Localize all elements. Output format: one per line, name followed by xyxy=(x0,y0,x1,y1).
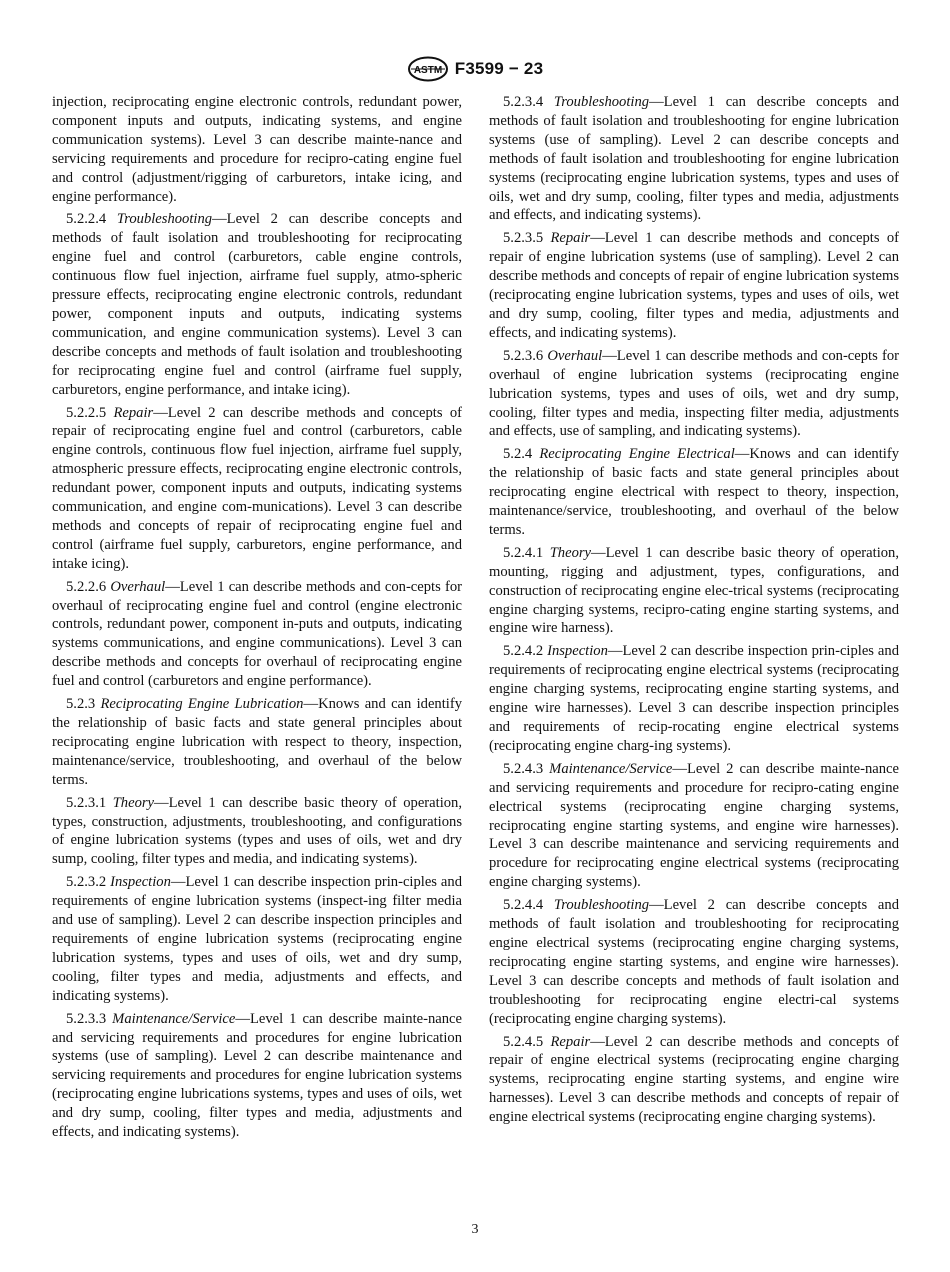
section-title: Overhaul xyxy=(547,347,603,364)
section-number: 5.2.2.5 xyxy=(66,404,107,421)
paragraph: 5.2.3.5 Repair—Level 1 can describe methods and concepts of repair of engine lubrication systems (use of sampling). Level 2 can describe methods and concepts of repair of engine lubrication systems (reciprocating engine lubrication systems, types and uses of oils, wet and dry sump, cooling, filter types and media, adjustments and effects, and indicating systems). xyxy=(489,230,900,341)
right-column xyxy=(489,93,899,1131)
paragraph: 5.2.3.3 Maintenance/Service—Level 1 can describe mainte-nance and servicing requirements and procedures for engine lubrication systems (use of sampling). Level 2 can describe maintenance and servicing requirements and procedures for engine lubrication systems (reciprocating engine lubrications systems, types and uses of oils, wet and dry sump, cooling, filter types and media, adjustments and effects, and indicating systems). xyxy=(52,1010,462,1141)
standard-designation: F3599 − 23 xyxy=(454,59,544,78)
paragraph: 5.2.3.1 Theory—Level 1 can describe basic theory of operation, types, construction, adjustments, troubleshooting, and configurations of engine lubrication systems (types and uses of oils, wet and dry sump, cooling, filter types and media, and indicating systems). xyxy=(52,794,462,868)
section-title: Reciprocating Engine Electrical xyxy=(539,446,735,463)
paragraph: 5.2.4.3 Maintenance/Service—Level 2 can describe mainte-nance and servicing requirements and procedure for recipro-cating engine electrical systems (reciprocating engine charging systems, reciprocating engine starting systems, and engine wire harnesses). Level 3 can describe maintenance and servicing requirements and procedure for reciprocating engine electrical systems (reciprocating engine charging systems). xyxy=(489,760,899,891)
section-number: 5.2.3.3 xyxy=(66,1010,107,1027)
section-number: 5.2.4 xyxy=(503,446,533,463)
section-number: 5.2.2.4 xyxy=(66,211,107,228)
logo-text: ASTM xyxy=(413,65,442,76)
page-header xyxy=(0,56,950,82)
section-number: 5.2.3.4 xyxy=(503,94,544,110)
astm-logo-icon xyxy=(407,56,449,82)
paragraph: 5.2.3.6 Overhaul—Level 1 can describe methods and con-cepts for overhaul of engine lubrication systems (reciprocating engine lubrication systems, types and uses of oils, wet and dry sump, cooling, filter types and media, inspecting filter media, adjustments and effects, use of sampling, and indicating systems). xyxy=(489,347,899,440)
paragraph: 5.2.4.1 Theory—Level 1 can describe basic theory of operation, mounting, rigging and adjustment, types, configurations, and construction of reciprocating engine elec-trical systems (reciprocating engine charging systems, recipro-cating engine starting systems, and engine wire harness). xyxy=(489,544,899,637)
section-number: 5.2.3.5 xyxy=(503,230,544,247)
section-title: Repair xyxy=(113,404,154,421)
section-number: 5.2.3 xyxy=(66,696,96,713)
section-number: 5.2.4.3 xyxy=(503,760,544,777)
section-number: 5.2.4.1 xyxy=(503,544,544,561)
paragraph: 5.2.4.4 Troubleshooting—Level 2 can describe concepts and methods of fault isolation and troubleshooting for reciprocating engine electrical systems (reciprocating engine charging systems, reciprocating engine starting systems, and engine wire harnesses). Level 3 can describe concepts and methods of fault isolation and troubleshooting for reciprocating engine electri-cal systems (reciprocating engine charging systems). xyxy=(489,897,899,1027)
section-number: 5.2.3.2 xyxy=(66,874,107,891)
paragraph: injection, reciprocating engine electronic controls, redundant power, component inputs and outputs, indicating systems, and engine communication systems). Level 3 can describe mainte-nance and servicing requirements and procedure for recipro-cating engine fuel and control (adjustment/rigging of carburetors, intake icing, and engine performance). xyxy=(52,94,462,205)
section-title: Maintenance/Service xyxy=(549,760,673,777)
section-title: Troubleshooting xyxy=(116,211,213,228)
paragraph: 5.2.2.6 Overhaul—Level 1 can describe methods and con-cepts for overhaul of reciprocating engine fuel and control (engine electronic controls, redundant power, component in-puts and outputs, indicating systems communications, and engine communications). Level 3 can describe methods and concepts for overhaul of reciprocating engine fuel and control (carburetors and engine performance). xyxy=(52,578,462,690)
section-title: Theory xyxy=(549,544,592,561)
section-title: Troubleshooting xyxy=(553,897,650,914)
section-title: Troubleshooting xyxy=(553,94,650,110)
paragraph: 5.2.2.5 Repair—Level 2 can describe methods and concepts of repair of reciprocating engine fuel and control (carburetors, cable engine controls, continuous flow fuel injection, airframe fuel supply, atmospheric pressure effects, reciprocating engine electronic controls, redundant power, component inputs and outputs, indicating systems communication, and engine com-munications). Level 3 can describe methods and concepts of repair of reciprocating engine fuel and control (airframe fuel supply, carburetors, engine performance, and intake icing). xyxy=(52,404,463,572)
section-title: Inspection xyxy=(110,874,171,891)
section-title: Repair xyxy=(550,230,591,247)
paragraph: 5.2.3 Reciprocating Engine Lubrication—Knows and can identify the relationship of basic facts and state general principles about reciprocating engine lubrication with respect to theory, inspection, maintenance/service, troubleshooting, and overhaul of the below terms. xyxy=(52,696,462,788)
page-number: 3 xyxy=(471,1222,479,1237)
section-number: 5.2.4.5 xyxy=(503,1033,544,1050)
paragraph: 5.2.3.4 Troubleshooting—Level 1 can describe concepts and methods of fault isolation and troubleshooting for engine lubrication systems (use of sampling). Level 2 can describe concepts and methods of fault isolation and troubleshooting for engine lubrication systems (reciprocating engine lubrication systems, types and uses of oils, wet and dry sump, cooling, filter types and media, adjustments and effects, and indicating systems). xyxy=(489,94,899,224)
paragraph: 5.2.4.5 Repair—Level 2 can describe methods and concepts of repair of engine electrical systems (reciprocating engine charging systems, reciprocating engine starting systems, and engine wire harnesses). Level 3 can describe methods and concepts of repair of engine electrical systems (reciprocating engine charging systems). xyxy=(489,1033,900,1126)
section-number: 5.2.3.6 xyxy=(503,347,544,364)
left-column xyxy=(52,93,462,1146)
paragraph: 5.2.4.2 Inspection—Level 2 can describe inspection prin-ciples and requirements of reciprocating engine electrical systems (reciprocating engine charging systems, reciprocating engine starting systems, and engine wire harnesses). Level 3 can describe inspection principles and requirements of recip-rocating engine electrical systems (reciprocating engine charg-ing systems). xyxy=(489,643,899,754)
section-title: Reciprocating Engine Lubrication xyxy=(100,696,304,713)
section-title: Inspection xyxy=(547,643,608,660)
section-title: Repair xyxy=(550,1033,591,1050)
section-title: Theory xyxy=(112,794,155,811)
paragraph: 5.2.4 Reciprocating Engine Electrical—Knows and can identify the relationship of basic facts and state general principles about reciprocating engine electrical with respect to theory, inspection, maintenance/service, troubleshooting, and overhaul of the below terms. xyxy=(489,446,899,538)
section-number: 5.2.4.2 xyxy=(503,643,544,660)
section-title: Overhaul xyxy=(110,578,166,595)
section-title: Maintenance/Service xyxy=(112,1010,236,1027)
section-number: 5.2.4.4 xyxy=(503,897,544,914)
paragraph: 5.2.3.2 Inspection—Level 1 can describe inspection prin-ciples and requirements of engine lubrication systems (inspect-ing filter media and use of sampling). Level 2 can describe inspection principles and requirements of engine lubrication systems (reciprocating engine lubrication systems, types and uses of oils, wet and dry sump, cooling, filter types and media, adjustments and effects, and indicating systems). xyxy=(52,874,462,1004)
paragraph: 5.2.2.4 Troubleshooting—Level 2 can describe concepts and methods of fault isolation and troubleshooting for reciprocating engine fuel and control (carburetors, cable engine controls, continuous flow fuel injection, airframe fuel supply, atmo-spheric pressure effects, reciprocating engine electronic controls, redundant power, component inputs and outputs, indicating systems communication, and engine communication systems). Level 3 can describe concepts and methods of fault isolation and troubleshooting for reciprocating engine fuel and control (airframe fuel supply, carburetors, engine performance, and intake icing). xyxy=(52,211,462,398)
section-number: 5.2.3.1 xyxy=(66,794,107,811)
section-number: 5.2.2.6 xyxy=(66,578,107,595)
